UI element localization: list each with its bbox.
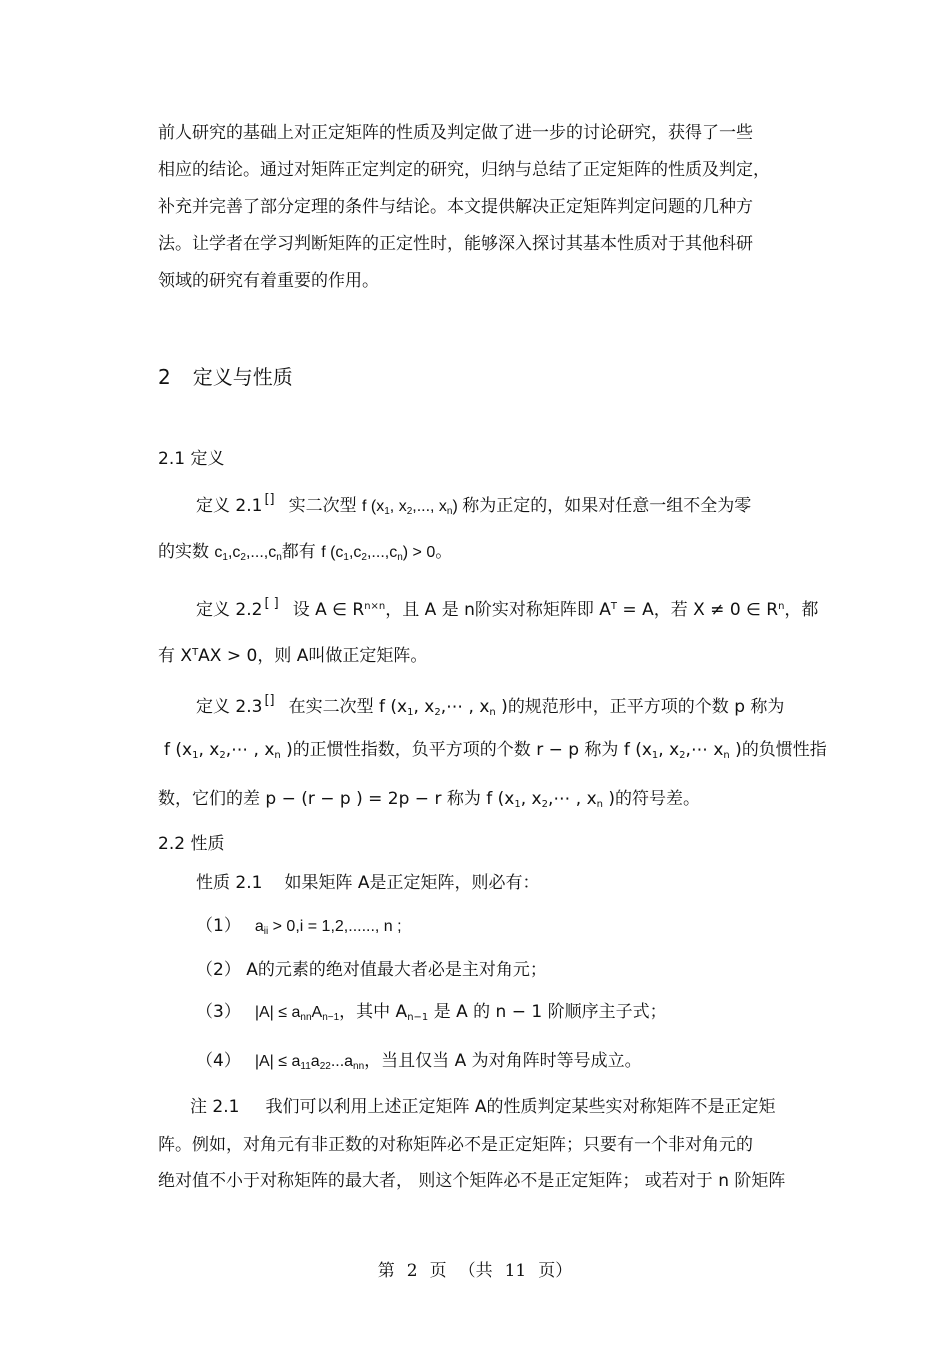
superscript: n×n (364, 601, 386, 612)
definition-text: ，都 (784, 600, 819, 620)
property-item-1: （1） $a_{ii} > 0,i = 1,2$,......, n ; (196, 916, 402, 937)
formula: f ($x_1$, $x_2$,..., $x_n$) (362, 498, 463, 517)
property-text: 是 A 的 n − 1 阶顺序主子式； (428, 1002, 667, 1022)
section-heading (158, 365, 293, 389)
definition-2-1-line-1 (196, 488, 751, 524)
definition-text: 的规范形中，正平方项的个数 p 称为 (507, 697, 785, 717)
definition-2-2-line-1 (196, 592, 818, 622)
citation-ref: [] (264, 693, 275, 708)
item-number: （3） (196, 1002, 241, 1022)
definition-text: 的符号差。 (615, 789, 701, 809)
intro-line-5: 领域的研究有着重要的作用。 (158, 271, 379, 291)
formula: $c_1,c_2,...,c_n$ (214, 544, 282, 563)
citation-ref: [] (264, 492, 275, 507)
note-2-1-line-3: 绝对值不小于对称矩阵的最大者， 则这个矩阵必不是正定矩阵； 或若对于 n 阶矩阵 (158, 1171, 786, 1191)
definition-2-3-line-3: 数，它们的差 p − (r − p ) = 2p − r 称为 f ($x_1$, $x_2,\cdots$ , $x_n$ )的符号差。 (158, 789, 701, 810)
definition-text: 实二次型 (288, 496, 357, 516)
page-number: 2 (406, 1261, 418, 1281)
formula: > 0,i = 1,2,......, n ; (268, 918, 402, 935)
definition-text: 有 X (158, 646, 193, 666)
property-label: 性质 2.1 (196, 873, 263, 893)
page-footer (0, 1256, 950, 1281)
definition-text: 的实数 (158, 542, 209, 562)
definition-text: f (x (164, 740, 193, 760)
section-number: 2 (158, 365, 171, 389)
footer-text: 页） (538, 1261, 573, 1281)
property-2-1-statement (196, 871, 540, 895)
definition-text: 在实二次型 f (x (288, 697, 408, 717)
definition-text: 数，它们的差 p − (r − p ) = 2p − r 称为 f (x (158, 789, 515, 809)
property-text: 如果矩阵 A是正定矩阵，则必有： (284, 873, 540, 893)
total-pages: 11 (504, 1261, 527, 1281)
note-text: 我们可以利用上述正定矩阵 A的性质判定某些实对称矩阵不是正定矩 (265, 1097, 776, 1117)
definition-text: ，且 A 是 n阶实对称矩阵即 A (385, 600, 611, 620)
definition-2-3-line-2: f ($x_1$, $x_2,\cdots$ , $x_n$ )的正惯性指数，负平方项的个数 r − p 称为 f ($x_1$, $x_2,\cdots$ $x_n$ )的负惯性指 (164, 740, 827, 761)
definition-label: 定义 2.1 (196, 496, 263, 516)
definition-label: 定义 2.3 (196, 697, 263, 717)
definition-2-1-line-2 (158, 540, 452, 570)
definition-2-3-line-1: 定义 2.3 [] 在实二次型 f ($x_1$, $x_2,\cdots$ , $x_n$ )的规范形中，正平方项的个数 p 称为 (196, 693, 785, 718)
citation-ref: [ ] (264, 596, 279, 611)
property-item-4: （4） $|A| \le a_{11}a_{22}...a_{nn}$，当且仅当 A 为对角阵时等号成立。 (196, 1051, 642, 1072)
subsection-heading-2-1: 2.1 定义 (158, 449, 225, 469)
formula: |A| ≤ a (254, 1053, 301, 1070)
footer-text: （共 (458, 1261, 493, 1281)
formula: a (310, 1053, 320, 1070)
formula: |A| ≤ a (254, 1004, 301, 1021)
definition-text: 称为正定的，如果对任意一组不全为零 (462, 496, 752, 516)
footer-text: 页 (429, 1261, 447, 1281)
subsection-heading-2-2: 2.2 性质 (158, 834, 225, 854)
definition-text: 设 A ∈ R (292, 600, 365, 620)
note-2-1-line-2: 阵。例如，对角元有非正数的对称矩阵必不是正定矩阵；只要有一个非对角元的 (158, 1135, 753, 1155)
property-item-3: （3） $|A| \le a_{nn}A_{n-1}$，其中 $A_{n-1}$ 是 A 的 n − 1 阶顺序主子式； (196, 1002, 667, 1023)
superscript: T (610, 601, 618, 612)
definition-text: 都有 (281, 542, 316, 562)
definition-2-2-line-2 (158, 641, 427, 668)
definition-text: 。 (435, 542, 453, 562)
definition-text: 的负惯性指 (741, 740, 827, 760)
footer-text: 第 (377, 1261, 395, 1281)
formula: f $(c_1,c_2,...,c_n) > 0$ (321, 544, 436, 563)
definition-text: 的正惯性指数，负平方项的个数 r − p 称为 f (x (292, 740, 652, 760)
formula: a (254, 918, 264, 935)
note-2-1-line-1 (190, 1095, 776, 1119)
superscript: T (192, 647, 199, 658)
formula: ...a (330, 1053, 354, 1070)
property-text: ，其中 A (339, 1002, 408, 1022)
superscript: n (778, 601, 785, 612)
formula: A (311, 1004, 323, 1021)
item-number: （4） (196, 1051, 241, 1071)
property-item-2: （2） A的元素的绝对值最大者必是主对角元； (196, 960, 547, 980)
definition-text: = A，若 X ≠ 0 ∈ R (617, 600, 779, 620)
intro-line-1: 前人研究的基础上对正定矩阵的性质及判定做了进一步的讨论研究，获得了一些 (158, 123, 753, 143)
note-label: 注 2.1 (190, 1097, 240, 1117)
definition-label: 定义 2.2 (196, 600, 263, 620)
intro-line-3: 补充并完善了部分定理的条件与结论。本文提供解决正定矩阵判定问题的几种方 (158, 197, 753, 217)
definition-text: AX > 0，则 A叫做正定矩阵。 (198, 646, 428, 666)
section-title: 定义与性质 (192, 365, 293, 389)
intro-line-4: 法。让学者在学习判断矩阵的正定性时，能够深入探讨其基本性质对于其他科研 (158, 234, 753, 254)
property-text: ，当且仅当 A 为对角阵时等号成立。 (364, 1051, 642, 1071)
intro-line-2: 相应的结论。通过对矩阵正定判定的研究，归纳与总结了正定矩阵的性质及判定， (158, 160, 770, 180)
item-number: （1） (196, 916, 241, 936)
